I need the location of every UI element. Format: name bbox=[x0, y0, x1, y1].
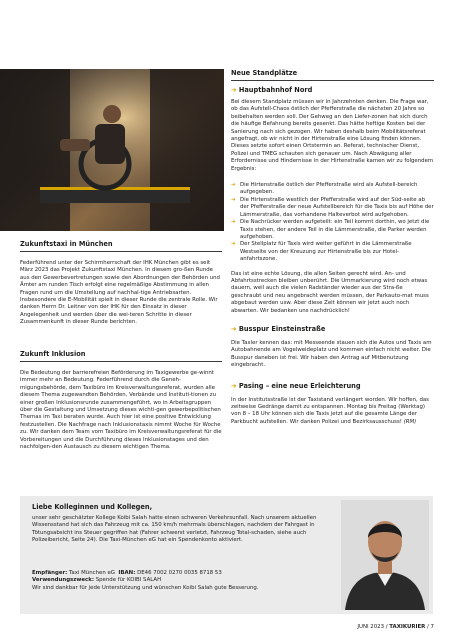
portrait-photo bbox=[341, 500, 429, 610]
bank-details bbox=[32, 570, 338, 592]
list-item: ➔ Die Hirtenstraße westlich der Pfefferstraße wird auf der Süd-seite ab der Pfefferstraße der neue Aufstellbereich für die Taxis bis auf Höhe der Lämmerstraße, das vorhandene Halteverbot wird aufgehoben. bbox=[231, 196, 434, 218]
box-greeting: Liebe Kolleginnen und Kollegen, bbox=[32, 503, 153, 511]
iban-value: DE46 7002 0270 0035 8718 53 bbox=[137, 570, 222, 576]
section-heading: Zukunftstaxi in München bbox=[20, 240, 113, 248]
magazine-name: TAXIKURIER bbox=[389, 624, 426, 630]
hauptbahnhof-text: Bei diesem Standplatz müssen wir in Jahrzehnten denken. Die Frage war, ob das Aufstell-Chaos östlich der Pfefferstraße die nächsten 20 Jahre so beibehalten werden soll. Der Gehweg an den Liefer-zonen hat sich durch die häufige Befahrung bereits gesenkt. Das hätte heftige Kosten bei der Sanierung nach sich gezogen. Wir haben deshalb beim Mobilitätsreferat angefragt, ob wir nicht in der Hirtenstraße eine Lösung finden können. Dieses setzte sofort einen Ortstermin an. Referat, technischer Dienst, Polizei und TMEG schauten sich genauer um. Nach Abwägung aller Erfordernisse und Hindernisse in der Hirtenstraße kamen wir zu folgendem Ergebnis: bbox=[231, 99, 434, 172]
list-item: ➔ Die Nachrücker werden aufgeteilt: ein Teil kommt dorthin, wo jetzt die Taxis stehen, der andere Teil in die Lämmerstraße, die Parker werden aufgehoben. bbox=[231, 219, 430, 240]
divider bbox=[20, 361, 222, 362]
arrow-icon: ➔ bbox=[231, 182, 236, 189]
list-item: ➔ Der Stellplatz für Taxis wird weiter geführt in die Lämmerstraße Westseite von der Kreuzung zur Hirtenstraße bis zur Hotel-anfahrtszone. bbox=[231, 241, 412, 263]
taxi-wheelchair-photo bbox=[0, 69, 224, 231]
section-heading: Zukunft Inklusion bbox=[20, 350, 86, 358]
closing-line: Wir sind dankbar für jede Unterstützung und wünschen Koibi Salah gute Besserung. bbox=[32, 584, 259, 591]
list-item: ➔ Die Hirtenstraße östlich der Pfefferstraße wird als Aufstell-bereich aufgegeben. bbox=[231, 182, 418, 196]
new-stands-section bbox=[231, 69, 434, 426]
box-text: unser sehr geschätzter Kollege Koibi Salah hatte einen schweren Verkehrsunfall. Nach unserem aktuellen Wissensstand hat sich das Fahrzeug mit ca. 150 km/h mehrmals überschlagen, nachdem der Fahrgast in Tötungsabsicht ins Steuer gegriffen hat (Fahrer schwerst verletzt, Fahrzeug Total-schaden, siehe auch Polizeibericht, Seite 24). Die Taxi-München eG hat ein Spendenkonto aktiviert. bbox=[32, 515, 317, 544]
donation-box bbox=[20, 496, 433, 614]
recipient-line: Empfänger: Taxi München eG IBAN: DE46 7002 0270 0035 8718 53 bbox=[32, 570, 222, 576]
page-footer bbox=[357, 624, 434, 631]
divider bbox=[231, 80, 434, 81]
subheading-busspur: ➔ Busspur Einsteinstraße bbox=[231, 324, 326, 333]
inklusion-text: Die Bedeutung der barrierefreien Beförderung im Taxigewerbe ge-winnt immer mehr an Bedeutung. Federführend durch die Geneh-migungsbehörde, dem Taxibüro im Kreisverwaltungsreferat, wurden alle diesem Thema zugewandten Behörden, Verbände und Instituti-tionen zu einer großen Inklusionsrunde zusammengeführt, wo in Arbeitsgruppen über die Gestaltung und Umsetzung dieses wichti-gen gewerbepolitischen Themas im Taxi beraten wurde. Auch hier ist eine positive Entwicklung festzustellen. Die Nachfrage nach Inklusionstaxis nimmt Woche für Woche zu. Wir danken dem Team vom Taxibüro im Kreisverwaltungsreferat für die Vorbereitungen und die Durchführung dieses Inklusionstages und den nachfolgen-den Austausch zu diesem wichtigen Thema. bbox=[20, 370, 222, 451]
arrow-icon: ➔ bbox=[231, 219, 236, 226]
arrow-icon: ➔ bbox=[231, 381, 237, 390]
section-heading: Neue Standplätze bbox=[231, 69, 298, 77]
hauptbahnhof-conclusion: Das ist eine echte Lösung, die allen Seiten gerecht wird. An- und Abfahrtsstrecken bleiben unberührt. Die Ummarkierung wird noch etwas dauern, weil auch die vielen Radständer wieder aus der Stra-ße geschraubt und neu angebracht werden müssen, der Parkauto-mat muss abgebaut werden usw. Aber diese Zeit können wir jetzt auch noch abwarten. Wir bedanken uns nachdrücklich! bbox=[231, 270, 429, 314]
subheading-hauptbahnhof: ➔ Hauptbahnhof Nord bbox=[231, 86, 313, 94]
zukunftstaxi-text: Federführend unter der Schirmherrschaft der IHK München gibt es seit März 2023 das Projekt Zukunftstaxi München. In diesem gro-ßen Runde aus den Gewerbevertretungen sowie den Abordnungen der Behörden und Ämter am runden Tisch erfolgt eine regelmäßige Abstimmung in allen Fragen rund um die Umstellung auf nachhal-tige Antriebsarten. Insbesondere die E-Mobilität spielt in dieser Runde die zentrale Rolle. Wir danken Herrn Dr. Leitner von der IHK für den Einsatz in dieser Angelegenheit und werden über die wei-teren Schritte in dieser Zusammenkunft in dieser Runde berichten. bbox=[20, 260, 220, 326]
arrow-icon: ➔ bbox=[231, 196, 236, 203]
divider bbox=[20, 251, 222, 252]
inklusion-section bbox=[20, 350, 222, 451]
arrow-icon: ➔ bbox=[231, 86, 237, 94]
arrow-icon: ➔ bbox=[231, 241, 236, 248]
busspur-text: Die Taxler kennen das: mit Messeende stauen sich die Autos und Taxis am Autobahnende am Vogelweideplatz und kommen einfach nicht weiter. Die Busspur daneben ist frei. Wir haben den Antrag auf Mitbenutzung eingebracht. bbox=[231, 339, 432, 369]
purpose-line: Verwendungszweck: Spende für KOIBI SALAH bbox=[32, 577, 162, 584]
pasing-text: In der Institutsstraße ist der Taxistand verlängert worden. Wir hoffen, das zeitweise Gedränge damit zu entspannen. Montag bis Freitag (Werktag) von 8 – 18 Uhr können sich die Taxis jetzt auf die gesamte Länge der Parkbucht aufstellen. Wir danken Polizei und Bezirksausschuss! (RM) bbox=[231, 396, 429, 425]
author-signature: (RM) bbox=[403, 418, 417, 425]
arrow-icon: ➔ bbox=[231, 324, 237, 333]
issue-date: JUNI 2023 / bbox=[357, 624, 388, 630]
subheading-pasing: ➔ Pasing – eine neue Erleichterung bbox=[231, 381, 361, 390]
page-number: / 7 bbox=[427, 624, 434, 630]
hauptbahnhof-list bbox=[231, 182, 434, 263]
zukunftstaxi-section bbox=[20, 240, 222, 327]
